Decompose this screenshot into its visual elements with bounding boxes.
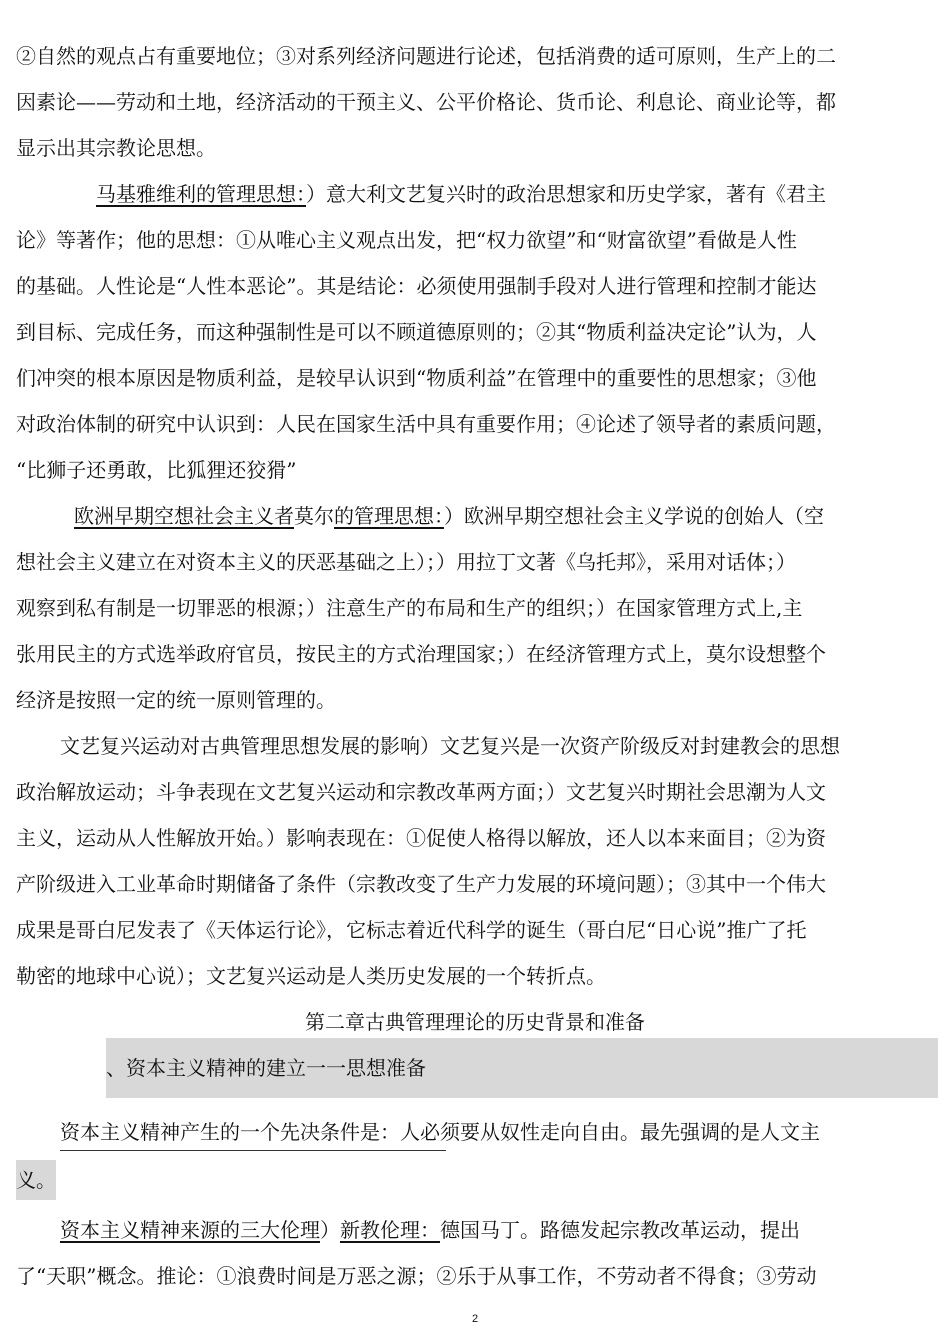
machiavelli-heading: 马基雅维利的管理思想：: [96, 182, 306, 206]
text-line: 经济是按照一定的统一原则管理的。: [16, 688, 336, 712]
text-line: 政治解放运动；斗争表现在文艺复兴运动和宗教改革两方面；）文艺复兴时期社会思潮为人文: [16, 780, 826, 804]
section-title: 、资本主义精神的建立一一思想准备: [106, 1056, 426, 1080]
text-line: 产阶级进入工业革命时期储备了条件（宗教改变了生产力发展的环境问题）；③其中一个伟大: [16, 872, 826, 896]
text-line: 想社会主义建立在对资本主义的厌恶基础之上）；）用拉丁文著《乌托邦》，采用对话体；）: [16, 550, 796, 574]
text-line: 文艺复兴运动对古典管理思想发展的影响）文艺复兴是一次资产阶级反对封建教会的思想: [60, 734, 840, 758]
capitalism-line: 资本主义精神产生的一个先决条件是：人必须要从奴性走向自由。最先强调的是人文主: [60, 1120, 820, 1144]
underline-rule: [60, 1150, 446, 1151]
text-line: 论》等著作；他的思想：①从唯心主义观点出发，把“权力欲望”和“财富欲望”看做是人性: [16, 228, 797, 252]
text-line: 勒密的地球中心说）；文艺复兴运动是人类历史发展的一个转折点。: [16, 964, 606, 988]
text-line: ②自然的观点占有重要地位；③对系列经济问题进行论述，包括消费的适可原则，生产上的二: [16, 44, 836, 68]
text-line: 对政治体制的研究中认识到：人民在国家生活中具有重要作用；④论述了领导者的素质问题，: [16, 412, 836, 436]
machiavelli-paragraph-start: [96, 180, 936, 208]
more-name: 莫尔: [294, 504, 334, 528]
text-line: 因素论——劳动和土地，经济活动的干预主义、公平价格论、货币论、利息论、商业论等，都: [16, 90, 836, 114]
more-heading: 欧洲早期空想社会主义者: [74, 504, 294, 528]
text-line: 显示出其宗教论思想。: [16, 136, 216, 160]
chapter-title: 第二章古典管理理论的历史背景和准备: [305, 1010, 645, 1034]
capitalism-line-end: 义。: [16, 1168, 56, 1192]
ethics-heading: 资本主义精神来源的三大伦理: [60, 1218, 320, 1242]
page-number: 2: [471, 1313, 479, 1325]
more-heading-tail: 的管理思想：: [334, 504, 444, 528]
text-line: 成果是哥白尼发表了《天体运行论》，它标志着近代科学的诞生（哥白尼“日心说”推广了托: [16, 918, 807, 942]
text-line: 了“天职”概念。推论：①浪费时间是万恶之源；②乐于从事工作，不劳动者不得食；③劳动: [16, 1264, 817, 1288]
ethics-separator: ）: [320, 1218, 340, 1242]
text-line: 们冲突的根本原因是物质利益，是较早认识到“物质利益”在管理中的重要性的思想家；③他: [16, 366, 817, 390]
machiavelli-intro: ）意大利文艺复兴时的政治思想家和历史学家，著有《君主: [306, 182, 826, 206]
text-line: “比狮子还勇敢，比狐狸还狡猾”: [16, 458, 297, 482]
text-line: 观察到私有制是一切罪恶的根源；）注意生产的布局和生产的组织；）在国家管理方式上,主: [16, 596, 803, 620]
text-line: 到目标、完成任务，而这种强制性是可以不顾道德原则的；②其“物质利益决定论”认为，人: [16, 320, 817, 344]
text-line: 的基础。人性论是“人性本恶论”。其是结论：必须使用强制手段对人进行管理和控制才能达: [16, 274, 817, 298]
text-line: 张用民主的方式选举政府官员，按民主的方式治理国家；）在经济管理方式上，莫尔设想整个: [16, 642, 826, 666]
more-intro: ）欧洲早期空想社会主义学说的创始人（空: [444, 504, 824, 528]
ethics-paragraph-start: [60, 1216, 936, 1244]
ethics-intro: 德国马丁。路德发起宗教改革运动，提出: [440, 1218, 800, 1242]
protestant-ethic-heading: 新教伦理：: [340, 1218, 440, 1242]
text-line: 主义，运动从人性解放开始。）影响表现在：①促使人格得以解放，还人以本来面目；②为资: [16, 826, 826, 850]
more-paragraph-start: [74, 502, 936, 530]
